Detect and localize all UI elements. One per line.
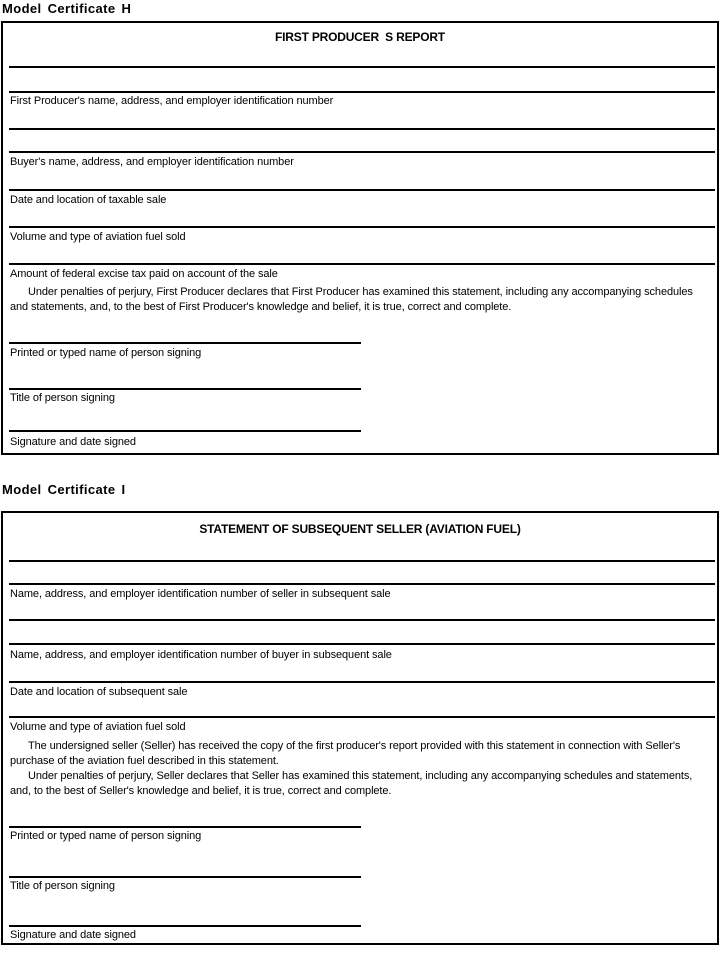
- field-label-seller-subsequent: Name, address, and employer identification number of seller in subsequent sale: [10, 588, 391, 600]
- certificate-i-box: [1, 511, 719, 945]
- certificate-h-box: [1, 21, 719, 455]
- blank-fill-line: [9, 128, 715, 130]
- blank-fill-line: [9, 189, 715, 191]
- blank-fill-line: [9, 263, 715, 265]
- blank-fill-line: [9, 560, 715, 562]
- blank-fill-line: [9, 66, 715, 68]
- signature-fill-line: [9, 430, 361, 432]
- field-label-title-person: Title of person signing: [10, 392, 115, 404]
- signature-fill-line: [9, 342, 361, 344]
- signature-fill-line: [9, 925, 361, 927]
- field-label-title-person: Title of person signing: [10, 880, 115, 892]
- blank-fill-line: [9, 91, 715, 93]
- blank-fill-line: [9, 583, 715, 585]
- certificate-h-heading: Model Certificate H: [2, 1, 132, 16]
- field-label-signature: Signature and date signed: [10, 929, 136, 941]
- signature-fill-line: [9, 876, 361, 878]
- field-label-date-location: Date and location of subsequent sale: [10, 686, 188, 698]
- field-label-printed-name: Printed or typed name of person signing: [10, 347, 202, 359]
- received-statement: The undersigned seller (Seller) has received the copy of the first producer's report provided with this statement in connection with Seller's purchase of the aviation fuel described in this statement.: [10, 740, 681, 767]
- blank-fill-line: [9, 681, 715, 683]
- field-label-first-producer: First Producer's name, address, and employer identification number: [10, 95, 334, 107]
- certificate-i-title: STATEMENT OF SUBSEQUENT SELLER (AVIATION FUEL): [199, 522, 521, 536]
- field-label-volume: Volume and type of aviation fuel sold: [10, 231, 186, 243]
- field-label-volume: Volume and type of aviation fuel sold: [10, 721, 186, 733]
- certificate-h-title: FIRST PRODUCER S REPORT: [275, 30, 445, 44]
- blank-fill-line: [9, 226, 715, 228]
- blank-fill-line: [9, 619, 715, 621]
- blank-fill-line: [9, 643, 715, 645]
- blank-fill-line: [9, 716, 715, 718]
- field-label-buyer-subsequent: Name, address, and employer identification number of buyer in subsequent sale: [10, 649, 392, 661]
- perjury-statement: Under penalties of perjury, Seller declares that Seller has examined this statement, including any accompanying schedules and statements, and, to the best of Seller's knowledge and belief, it is true, correct and complete.: [10, 770, 693, 797]
- perjury-statement: Under penalties of perjury, First Producer declares that First Producer has examined this statement, including any accompanying schedules and statements, and, to the best of First Producer's knowledge and belief, it is true, correct and complete.: [10, 286, 693, 313]
- field-label-date-location: Date and location of taxable sale: [10, 194, 167, 206]
- field-label-printed-name: Printed or typed name of person signing: [10, 830, 202, 842]
- field-label-signature: Signature and date signed: [10, 436, 136, 448]
- blank-fill-line: [9, 151, 715, 153]
- field-label-buyer: Buyer's name, address, and employer identification number: [10, 156, 294, 168]
- certificate-i-heading: Model Certificate I: [2, 482, 126, 497]
- field-label-excise-tax: Amount of federal excise tax paid on account of the sale: [10, 268, 278, 280]
- signature-fill-line: [9, 388, 361, 390]
- signature-fill-line: [9, 826, 361, 828]
